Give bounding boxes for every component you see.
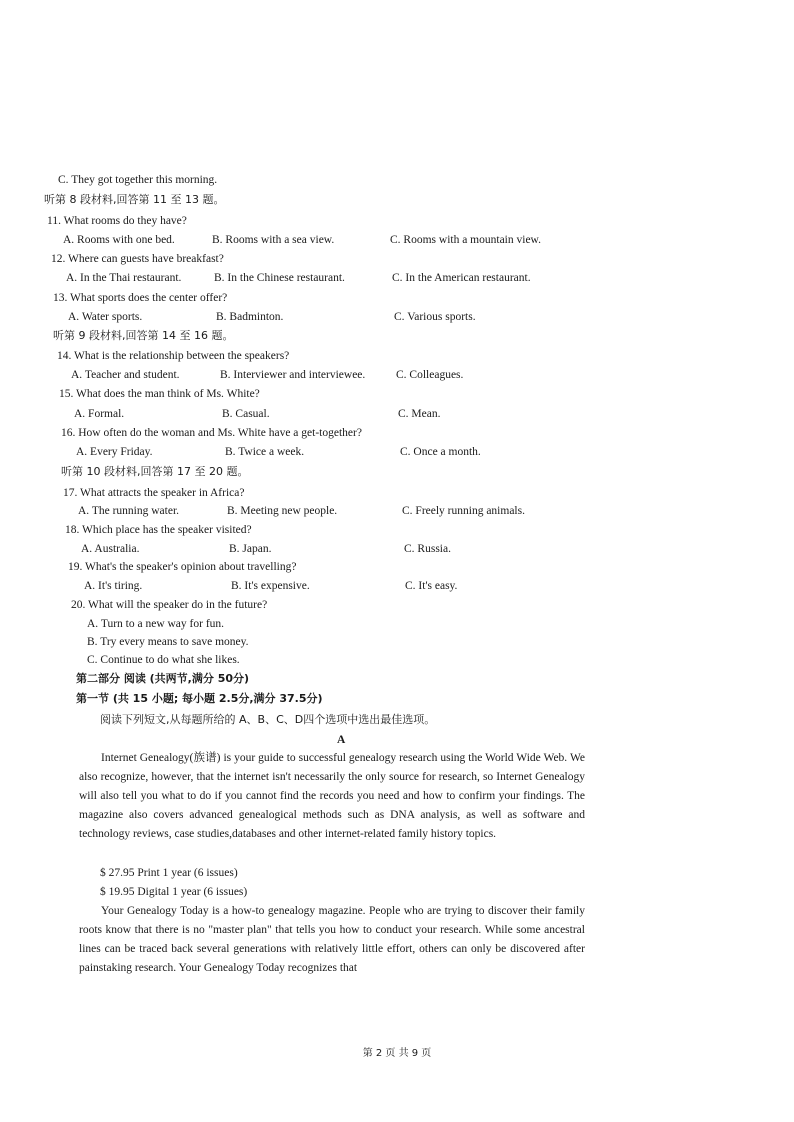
q12-option-c: C. In the American restaurant. — [392, 272, 531, 284]
q13-stem: 13. What sports does the center offer? — [53, 292, 228, 304]
q18-option-a: A. Australia. — [81, 543, 140, 555]
q14-option-a: A. Teacher and student. — [71, 369, 180, 381]
q18-stem: 18. Which place has the speaker visited? — [65, 524, 252, 536]
reading-instruction: 阅读下列短文,从每题所给的 A、B、C、D四个选项中选出最佳选项。 — [100, 713, 436, 726]
q19-option-b: B. It's expensive. — [231, 580, 310, 592]
q12-option-b: B. In the Chinese restaurant. — [214, 272, 345, 284]
q12-stem: 12. Where can guests have breakfast? — [51, 253, 224, 265]
q15-option-c: C. Mean. — [398, 408, 441, 420]
passage-label: A — [337, 734, 346, 746]
page-footer: 第 2 页 共 9 页 — [362, 1048, 432, 1059]
q16-option-b: B. Twice a week. — [225, 446, 305, 458]
q19-stem: 19. What's the speaker's opinion about travelling? — [68, 561, 297, 573]
q13-option-b: B. Badminton. — [216, 311, 284, 323]
q14-stem: 14. What is the relationship between the speakers? — [57, 350, 290, 362]
section8-instruction: 听第 8 段材料,回答第 11 至 13 题。 — [44, 193, 225, 206]
q16-stem: 16. How often do the woman and Ms. White have a get-together? — [61, 427, 362, 439]
price-digital: $ 19.95 Digital 1 year (6 issues) — [100, 886, 248, 898]
q14-option-c: C. Colleagues. — [396, 369, 464, 381]
q11-option-c: C. Rooms with a mountain view. — [390, 234, 541, 246]
q17-stem: 17. What attracts the speaker in Africa? — [63, 487, 245, 499]
q13-option-a: A. Water sports. — [68, 311, 143, 323]
q19-option-a: A. It's tiring. — [84, 580, 143, 592]
paragraph-text: Internet Genealogy(族谱) is your guide to successful genealogy research using the World Wide Web. We also recognize, however, that the internet isn't necessarily the only source for research, so Internet Genealogy will also tell you what to do if you cannot find the records you need and how to confirm your findings. The magazine also covers advanced genealogical methods such as DNA analysis, as well as software and technology reviews, case studies,databases and other internet-related family history topics. — [79, 752, 585, 840]
q13-option-c: C. Various sports. — [394, 311, 476, 323]
section9-instruction: 听第 9 段材料,回答第 14 至 16 题。 — [53, 329, 234, 342]
q15-option-b: B. Casual. — [222, 408, 270, 420]
q14-option-b: B. Interviewer and interviewee. — [220, 369, 366, 381]
q16-option-c: C. Once a month. — [400, 446, 481, 458]
q18-option-b: B. Japan. — [229, 543, 272, 555]
price-print: $ 27.95 Print 1 year (6 issues) — [100, 867, 238, 879]
q15-stem: 15. What does the man think of Ms. White? — [59, 388, 260, 400]
q18-option-c: C. Russia. — [404, 543, 451, 555]
q15-option-a: A. Formal. — [74, 408, 125, 420]
q11-option-a: A. Rooms with one bed. — [63, 234, 175, 246]
reading-section-title: 第一节 (共 15 小题; 每小题 2.5分,满分 37.5分) — [76, 692, 323, 705]
q17-option-b: B. Meeting new people. — [227, 505, 338, 517]
passage-a-paragraph-1 — [79, 749, 585, 844]
section10-instruction: 听第 10 段材料,回答第 17 至 20 题。 — [61, 465, 249, 478]
q17-option-a: A. The running water. — [78, 505, 180, 517]
q12-option-a: A. In the Thai restaurant. — [66, 272, 182, 284]
reading-part-title: 第二部分 阅读 (共两节,满分 50分) — [76, 672, 250, 685]
q20-stem: 20. What will the speaker do in the future? — [71, 599, 268, 611]
q11-stem: 11. What rooms do they have? — [47, 215, 187, 227]
q11-option-b: B. Rooms with a sea view. — [212, 234, 335, 246]
q20-option-b: B. Try every means to save money. — [87, 636, 249, 648]
q20-option-c: C. Continue to do what she likes. — [87, 654, 240, 666]
q16-option-a: A. Every Friday. — [76, 446, 153, 458]
q17-option-c: C. Freely running animals. — [402, 505, 525, 517]
q10-option-c: C. They got together this morning. — [58, 174, 218, 186]
q20-option-a: A. Turn to a new way for fun. — [87, 618, 225, 630]
q19-option-c: C. It's easy. — [405, 580, 458, 592]
paragraph-text: Your Genealogy Today is a how-to genealogy magazine. People who are trying to discover their family roots know that there is no "master plan" that tells you how to conduct your research. While some ancestral lines can be traced back several generations with relatively little effort, others can only be discovered after painstaking research. Your Genealogy Today recognizes that — [79, 905, 585, 974]
passage-a-paragraph-2 — [79, 902, 585, 978]
